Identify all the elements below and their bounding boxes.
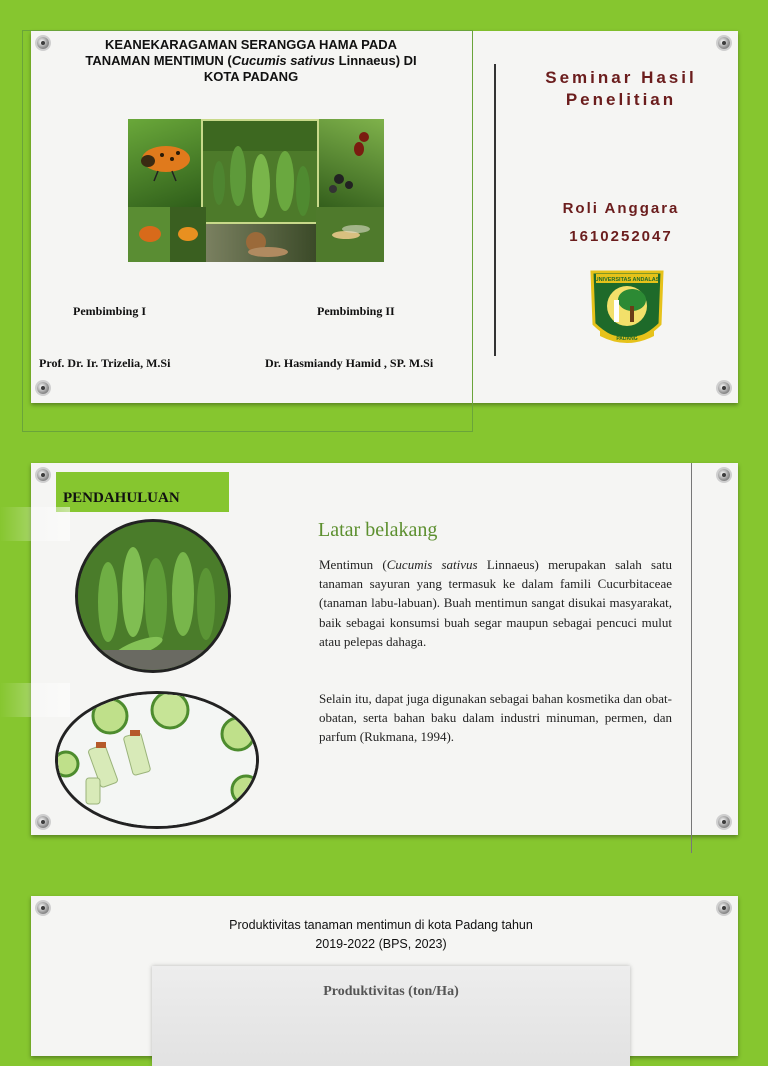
author-name: Roli Anggara xyxy=(562,200,680,217)
section-label-box xyxy=(56,472,229,512)
title-text: Linnaeus) DI xyxy=(335,53,417,68)
cucumber-slice-icon xyxy=(58,694,256,826)
intro-slide xyxy=(31,463,738,835)
decorative-tab xyxy=(0,683,70,717)
pin-icon xyxy=(718,382,730,394)
chart-caption xyxy=(181,916,581,954)
pembimbing-1-name: Prof. Dr. Ir. Trizelia, M.Si xyxy=(39,356,171,370)
paragraph-2: Selain itu, dapat juga digunakan sebagai bahan kosmetika dan obat-obatan, serta bahan baku dalam industri minuman, permen, dan parfum (Rukmana, 1994). xyxy=(319,691,672,745)
pin-icon xyxy=(37,902,49,914)
cucumber-icon xyxy=(78,522,228,670)
paragraph-1 xyxy=(319,555,672,651)
author-id: 1610252047 xyxy=(569,228,673,245)
cucumber-plant-image xyxy=(75,519,231,673)
logo-bottom-text: PADANG xyxy=(616,336,638,342)
title-line: KEANEKARAGAMAN SERANGGA HAMA PADA xyxy=(104,37,398,52)
pin-icon xyxy=(718,816,730,828)
title-frame xyxy=(22,30,473,432)
pin-icon xyxy=(718,37,730,49)
pembimbing-1-label: Pembimbing I xyxy=(73,304,147,318)
species-name: Cucumis sativus xyxy=(231,53,336,68)
paragraph-text: Linnaeus) merupakan salah satu tanaman sayuran yang termasuk ke dalam famili Cucurbitaceae (tanaman labu-labuan). Buah mentimun sangat disukai masyarakat, baik sebagai konsumsi buah segar maupun sebagai pencuci mulut atau pelepas dahaga. xyxy=(319,557,672,649)
seminar-title xyxy=(511,67,731,111)
logo-top-text: UNIVERSITAS ANDALAS xyxy=(594,277,660,283)
productivity-slide xyxy=(31,896,738,1056)
pembimbing-2-name: Dr. Hasmiandy Hamid , SP. M.Si xyxy=(265,356,434,370)
title-line: KOTA PADANG xyxy=(203,69,299,84)
cucumber-products-image xyxy=(55,691,259,829)
pin-icon xyxy=(718,469,730,481)
university-logo xyxy=(588,264,666,356)
decorative-tab xyxy=(0,507,70,541)
section-heading: Latar belakang xyxy=(318,519,438,541)
section-label: PENDAHULUAN xyxy=(63,490,180,506)
pin-icon xyxy=(37,816,49,828)
pin-icon xyxy=(37,469,49,481)
pin-icon xyxy=(718,902,730,914)
paragraph-text: Mentimun ( xyxy=(319,557,387,572)
divider xyxy=(691,463,692,853)
seminar-line: Penelitian xyxy=(565,90,677,109)
caption-line: 2019-2022 (BPS, 2023) xyxy=(315,937,447,951)
productivity-chart xyxy=(152,966,630,1066)
species-name: Cucumis sativus xyxy=(386,557,478,572)
seminar-line: Seminar Hasil xyxy=(545,68,697,87)
divider xyxy=(494,64,496,356)
pembimbing-2-label: Pembimbing II xyxy=(317,304,395,318)
caption-line: Produktivitas tanaman mentimun di kota Padang tahun xyxy=(229,918,533,932)
title-text: TANAMAN MENTIMUN ( xyxy=(85,53,232,68)
chart-title: Produktivitas (ton/Ha) xyxy=(323,984,459,999)
